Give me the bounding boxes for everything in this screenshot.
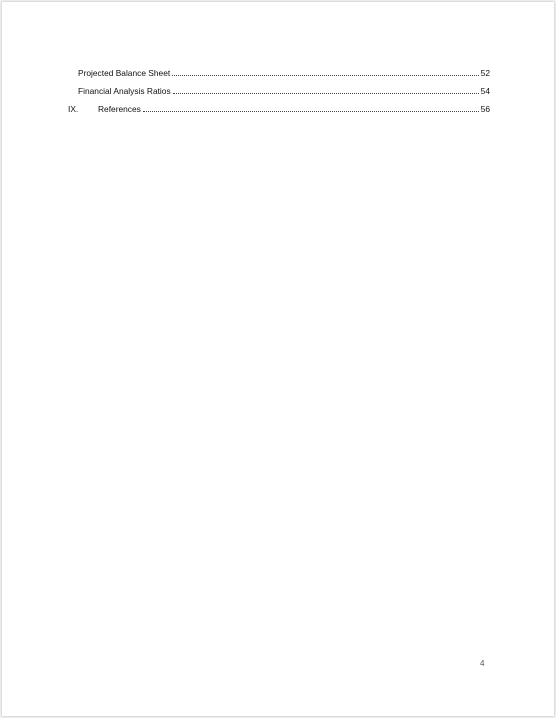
toc-entry-references[interactable] — [68, 103, 490, 115]
toc-entry-number: IX. — [68, 104, 79, 114]
toc-entry-page: 52 — [480, 68, 490, 78]
toc-entry-title: References — [98, 104, 141, 114]
toc-entry-title: Financial Analysis Ratios — [78, 86, 171, 96]
toc-dot-leader — [173, 92, 479, 94]
toc-dot-leader — [172, 74, 478, 76]
toc-entry-page: 54 — [480, 86, 490, 96]
toc-dot-leader — [143, 110, 479, 112]
toc-entry-title: Projected Balance Sheet — [78, 68, 171, 78]
toc-entry-page: 56 — [480, 104, 490, 114]
toc-entry-projected-balance-sheet[interactable] — [78, 67, 490, 79]
document-page — [2, 2, 554, 716]
toc-entry-financial-analysis-ratios[interactable] — [78, 85, 490, 97]
page-number: 4 — [480, 659, 485, 668]
